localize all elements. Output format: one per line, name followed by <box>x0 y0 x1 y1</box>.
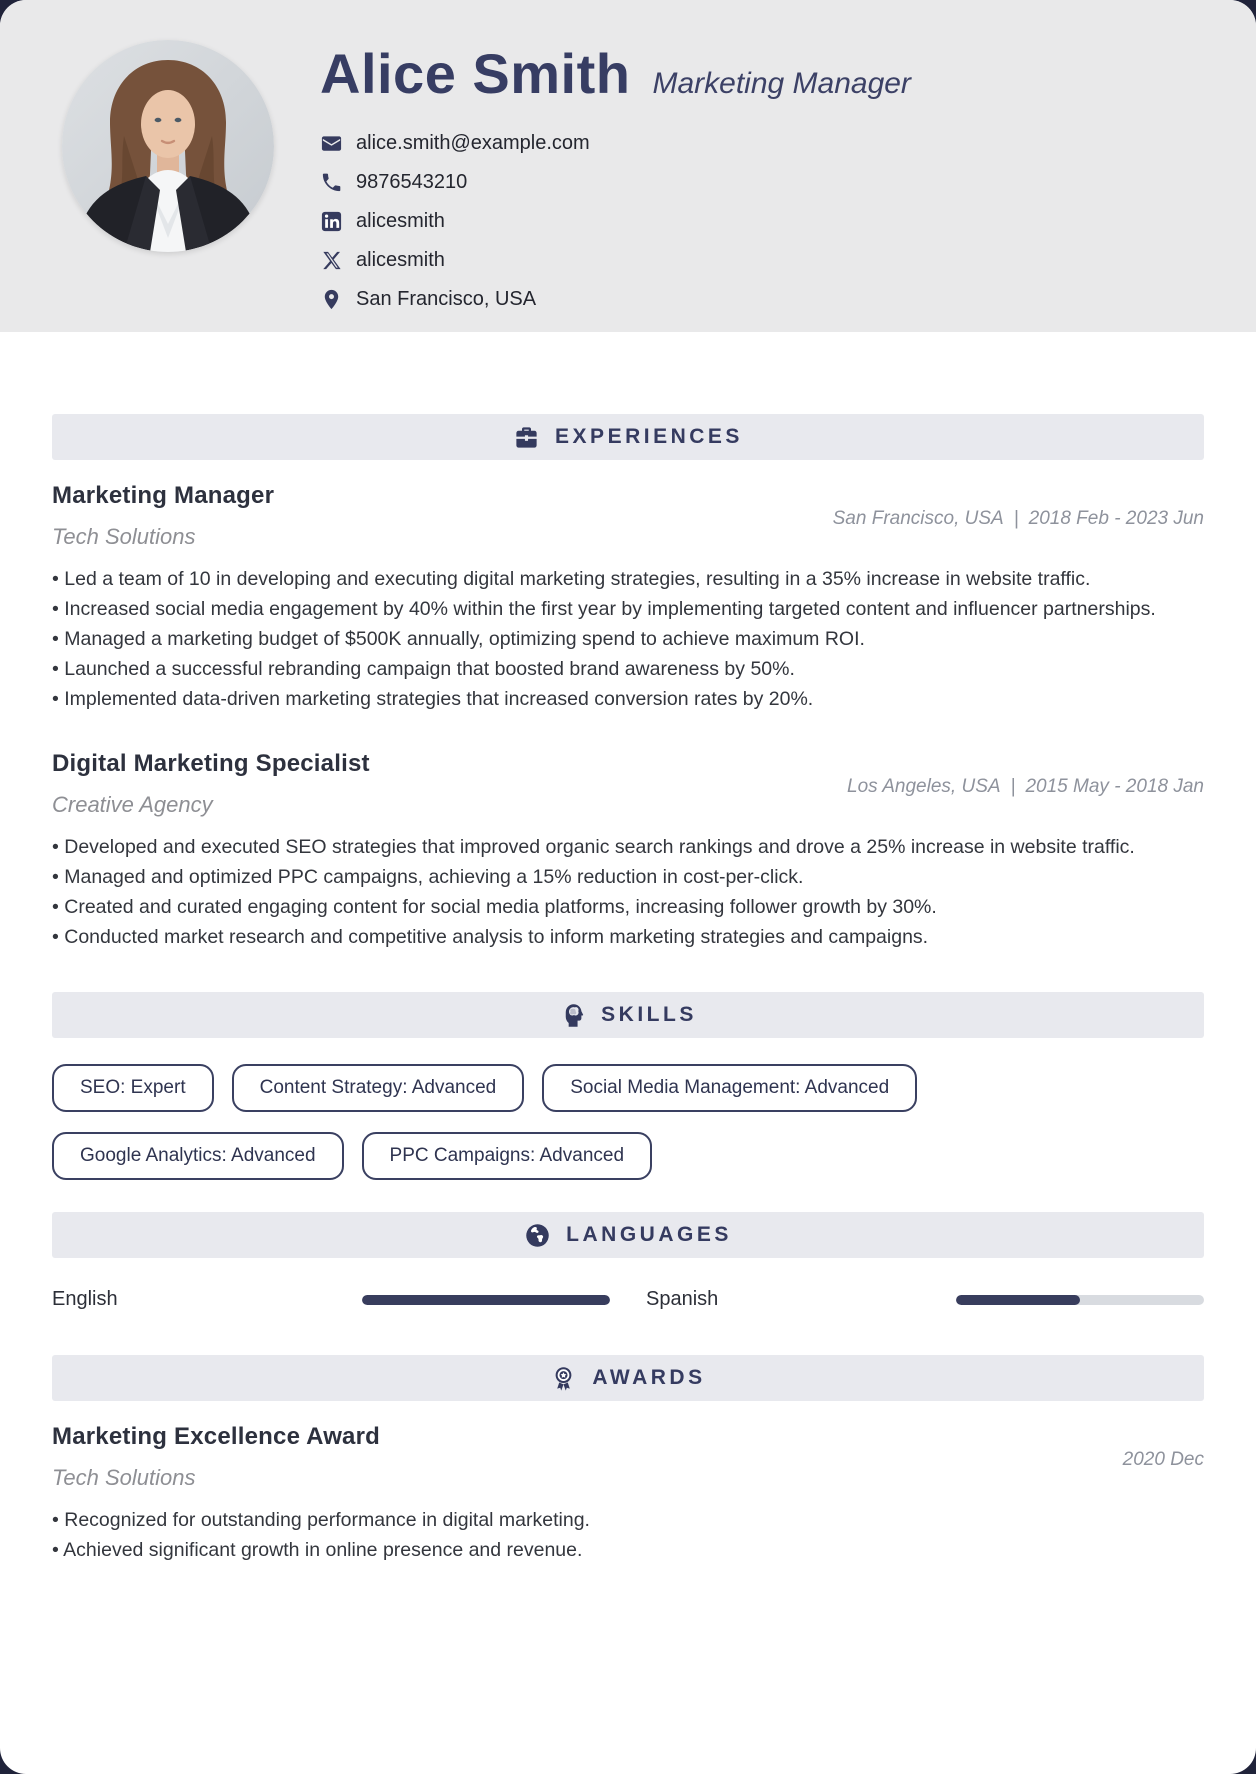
skill-pill: SEO: Expert <box>52 1064 214 1112</box>
profile-photo-illustration <box>62 40 274 252</box>
globe-icon <box>524 1222 551 1249</box>
job-bullet: • Implemented data-driven marketing strategies that increased conversion rates by 20%. <box>52 684 1204 714</box>
award-company: Tech Solutions <box>52 1465 196 1490</box>
email-icon <box>320 132 343 155</box>
languages-section-header <box>52 1212 1204 1258</box>
language-level-fill <box>362 1295 610 1305</box>
language-level-bar <box>956 1295 1204 1305</box>
experiences-heading: EXPERIENCES <box>555 425 743 448</box>
job-location: Los Angeles, USA <box>847 776 1001 797</box>
location-icon <box>320 288 343 311</box>
job-bullets <box>52 832 1204 952</box>
language-item <box>52 1288 610 1311</box>
job-company: Tech Solutions <box>52 524 196 549</box>
contact-linkedin <box>320 210 911 233</box>
header-text-block <box>320 40 911 332</box>
skill-pill: PPC Campaigns: Advanced <box>362 1132 652 1180</box>
job-bullet: • Increased social media engagement by 40% within the first year by implementing targeted content and influencer partnerships. <box>52 594 1204 624</box>
medal-icon <box>550 1365 577 1392</box>
profile-photo <box>62 40 274 252</box>
language-level-fill <box>956 1295 1080 1305</box>
contact-list <box>320 132 911 311</box>
job-bullet: • Managed a marketing budget of $500K annually, optimizing spend to achieve maximum ROI. <box>52 624 1204 654</box>
award-entry <box>52 1423 1204 1565</box>
skill-pill: Social Media Management: Advanced <box>542 1064 917 1112</box>
meta-separator: | <box>1013 508 1019 529</box>
contact-email-value: alice.smith@example.com <box>356 132 590 154</box>
job-meta <box>833 508 1204 530</box>
job-dates: 2015 May - 2018 Jan <box>1025 776 1204 797</box>
award-date: 2020 Dec <box>1122 1449 1204 1470</box>
language-item <box>646 1288 1204 1311</box>
job-bullet: • Developed and executed SEO strategies that improved organic search rankings and drove a 25% increase in website traffic. <box>52 832 1204 862</box>
job-bullet: • Created and curated engaging content for social media platforms, increasing follower growth by 30%. <box>52 892 1204 922</box>
job-bullet: • Managed and optimized PPC campaigns, achieving a 15% reduction in cost-per-click. <box>52 862 1204 892</box>
skills-heading: SKILLS <box>601 1003 697 1026</box>
skill-pill: Content Strategy: Advanced <box>232 1064 525 1112</box>
language-name: English <box>52 1288 118 1310</box>
phone-icon <box>320 171 343 194</box>
awards-section-header <box>52 1355 1204 1401</box>
skill-pill: Google Analytics: Advanced <box>52 1132 344 1180</box>
job-bullet: • Conducted market research and competitive analysis to inform marketing strategies and campaigns. <box>52 922 1204 952</box>
briefcase-icon <box>513 424 540 451</box>
job-bullets <box>52 564 1204 714</box>
job-company: Creative Agency <box>52 792 213 817</box>
candidate-name: Alice Smith <box>320 42 631 105</box>
job-bullet: • Led a team of 10 in developing and executing digital marketing strategies, resulting in a 35% increase in website traffic. <box>52 564 1204 594</box>
experience-entry <box>52 482 1204 714</box>
contact-email <box>320 132 911 155</box>
language-name: Spanish <box>646 1288 719 1310</box>
languages-heading: LANGUAGES <box>566 1223 732 1246</box>
meta-separator: | <box>1010 776 1016 797</box>
job-title: Digital Marketing Specialist <box>52 750 370 777</box>
experience-entry <box>52 750 1204 952</box>
job-location: San Francisco, USA <box>832 508 1004 529</box>
job-meta <box>847 776 1204 798</box>
resume-header <box>0 0 1256 332</box>
job-bullet: • Launched a successful rebranding campaign that boosted brand awareness by 50%. <box>52 654 1204 684</box>
contact-location <box>320 288 911 311</box>
job-dates: 2018 Feb - 2023 Jun <box>1028 508 1204 529</box>
job-title: Marketing Manager <box>52 482 275 509</box>
language-level-bar <box>362 1295 610 1305</box>
contact-x-value: alicesmith <box>356 249 445 271</box>
award-bullets <box>52 1505 1204 1565</box>
contact-linkedin-value: alicesmith <box>356 210 445 232</box>
award-title: Marketing Excellence Award <box>52 1423 381 1450</box>
skills-pill-list <box>52 1064 1204 1180</box>
x-icon <box>320 249 343 272</box>
contact-phone-value: 9876543210 <box>356 171 468 193</box>
award-bullet: • Recognized for outstanding performance in digital marketing. <box>52 1505 1204 1535</box>
contact-phone <box>320 171 911 194</box>
skills-section-header <box>52 992 1204 1038</box>
experiences-section-header <box>52 414 1204 460</box>
contact-x <box>320 249 911 272</box>
contact-location-value: San Francisco, USA <box>356 288 537 310</box>
languages-list <box>52 1288 1204 1311</box>
candidate-role: Marketing Manager <box>652 67 911 100</box>
linkedin-icon <box>320 210 343 233</box>
award-bullet: • Achieved significant growth in online presence and revenue. <box>52 1535 1204 1565</box>
awards-heading: AWARDS <box>592 1366 706 1389</box>
head-brain-icon <box>559 1002 586 1029</box>
